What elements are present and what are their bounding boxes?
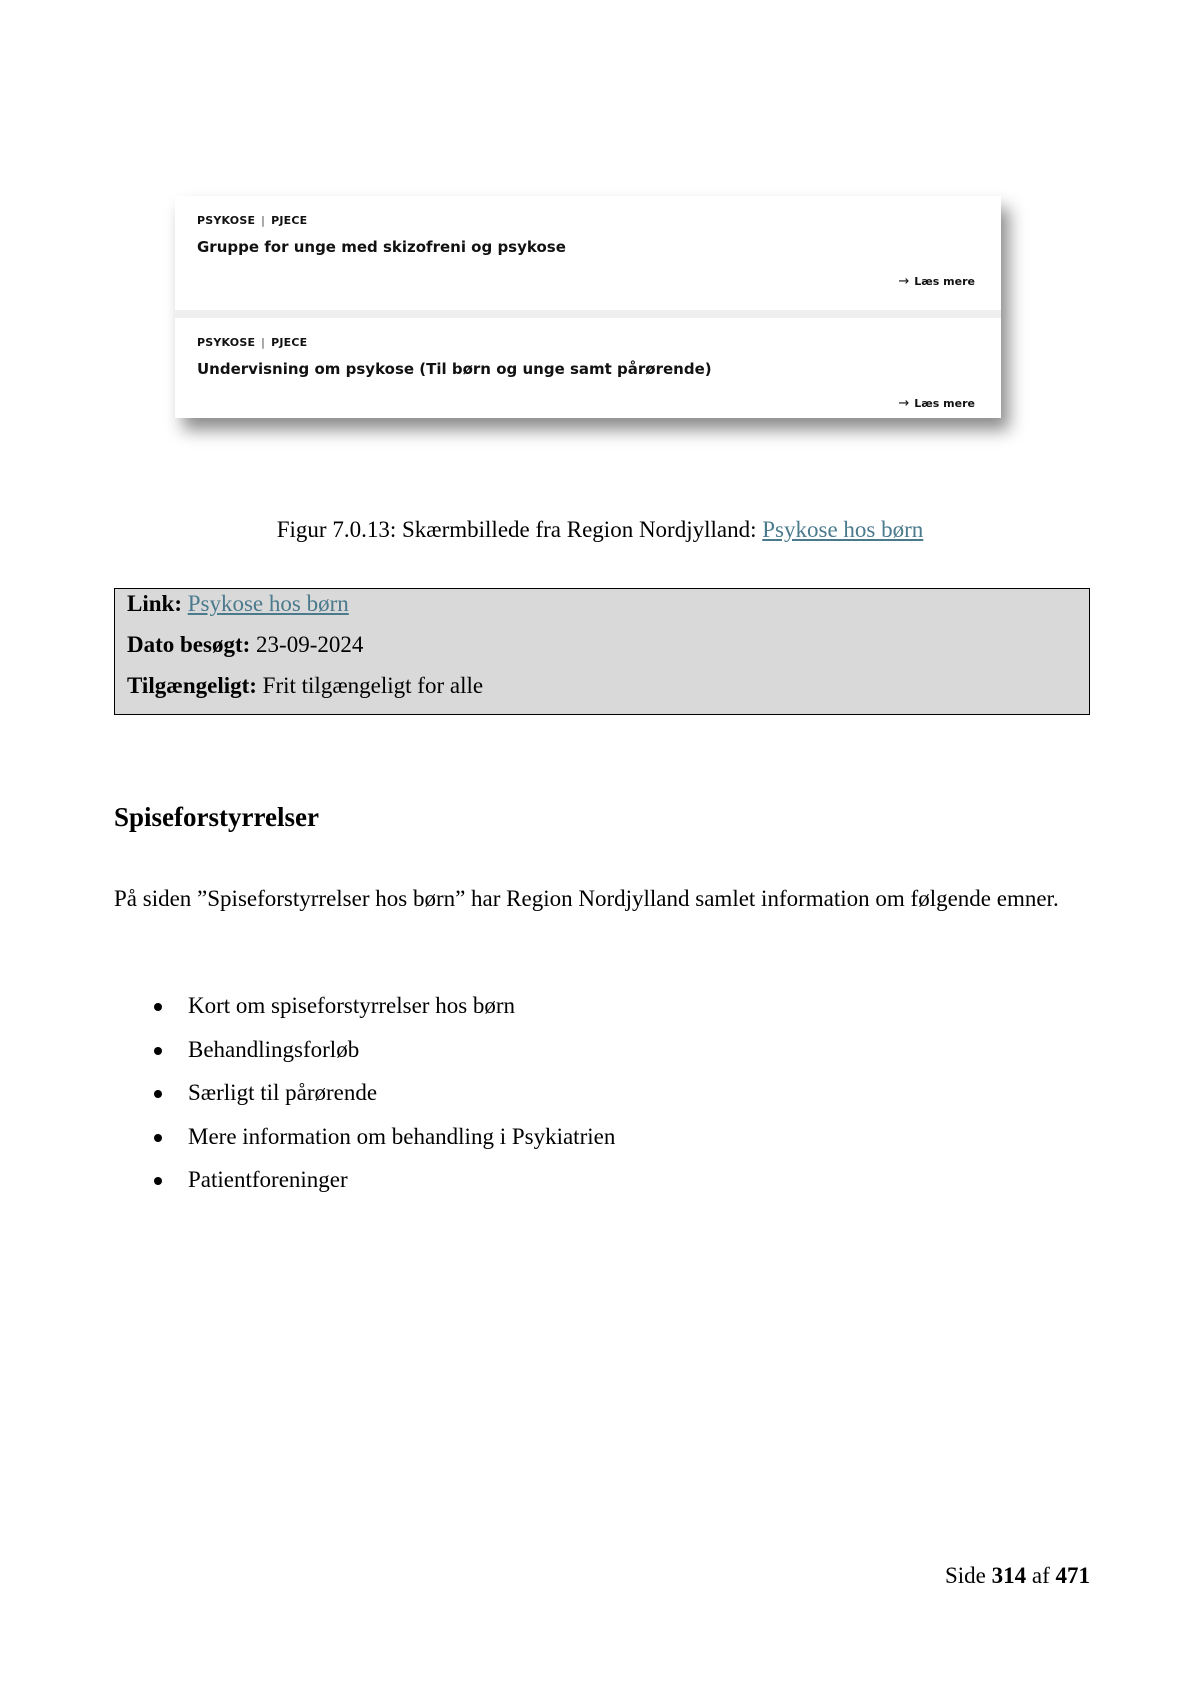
info-row-date <box>127 632 363 658</box>
info-row-link <box>127 591 349 617</box>
date-value: 23-09-2024 <box>256 632 364 657</box>
tag-separator: | <box>261 336 266 349</box>
caption-link[interactable]: Psykose hos børn <box>762 517 924 542</box>
card-tags <box>197 336 307 349</box>
list-item: Kort om spiseforstyrrelser hos børn <box>114 992 615 1036</box>
card-tag-category: PSYKOSE <box>197 336 256 349</box>
card-tags <box>197 214 307 227</box>
info-row-access <box>127 673 483 699</box>
tag-separator: | <box>261 214 266 227</box>
pamphlet-card[interactable] <box>175 196 1001 310</box>
read-more-link[interactable] <box>898 396 975 411</box>
list-item: Patientforeninger <box>114 1166 615 1210</box>
read-more-link[interactable] <box>898 274 975 289</box>
list-item: Mere information om behandling i Psykiatrien <box>114 1123 615 1167</box>
date-label: Dato besøgt: <box>127 632 251 657</box>
caption-text: Figur 7.0.13: Skærmbillede fra Region Nordjylland: <box>276 517 763 542</box>
link-label: Link: <box>127 591 182 616</box>
card-tag-type: PJECE <box>271 214 308 227</box>
figure-caption <box>0 517 1200 543</box>
topic-list <box>114 992 615 1210</box>
page-of: af <box>1031 1563 1050 1588</box>
page-number <box>945 1563 1090 1589</box>
current-page: 314 <box>991 1563 1027 1588</box>
pamphlet-card[interactable] <box>175 318 1001 418</box>
list-item: Behandlingsforløb <box>114 1036 615 1080</box>
arrow-right-icon: → <box>898 274 910 289</box>
card-title: Undervisning om psykose (Til børn og unge samt pårørende) <box>197 360 712 378</box>
card-tag-type: PJECE <box>271 336 308 349</box>
section-heading: Spiseforstyrrelser <box>114 802 319 832</box>
list-item: Særligt til pårørende <box>114 1079 615 1123</box>
card-tag-category: PSYKOSE <box>197 214 256 227</box>
read-more-label: Læs mere <box>914 275 975 288</box>
access-value: Frit tilgængeligt for alle <box>262 673 484 698</box>
section-paragraph: På siden ”Spiseforstyrrelser hos børn” har Region Nordjylland samlet information om følgende emner. <box>114 886 1059 911</box>
embedded-screenshot <box>175 196 1001 418</box>
source-link[interactable]: Psykose hos børn <box>187 591 349 616</box>
card-title: Gruppe for unge med skizofreni og psykose <box>197 238 566 256</box>
page-prefix: Side <box>944 1563 986 1588</box>
read-more-label: Læs mere <box>914 397 975 410</box>
source-info-box <box>114 588 1090 715</box>
total-pages: 471 <box>1055 1563 1090 1588</box>
access-label: Tilgængeligt: <box>127 673 257 698</box>
arrow-right-icon: → <box>898 396 910 411</box>
